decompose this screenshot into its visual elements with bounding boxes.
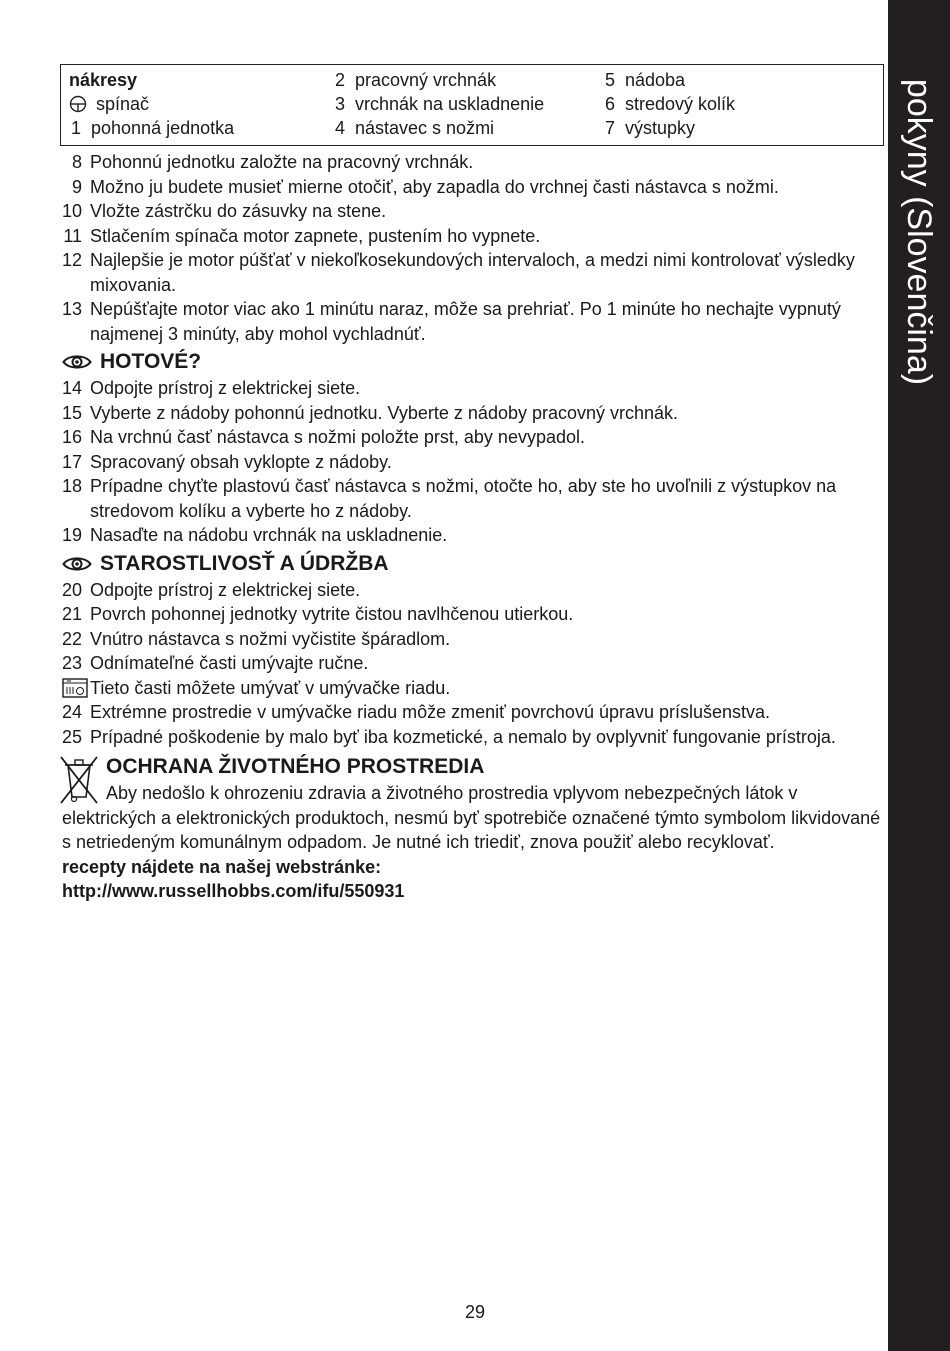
parts-item: [323, 68, 544, 92]
step-text: Odnímateľné časti umývajte ručne.: [90, 653, 369, 673]
step-number: 11: [63, 225, 82, 246]
step-number: 19: [62, 525, 83, 545]
parts-item-label: pracovný vrchnák: [355, 70, 497, 90]
step-text: Možno ju budete musieť mierne otočiť, aby zapadla do vrchnej časti nástavca s nožmi.: [90, 176, 779, 197]
step-item: [62, 175, 884, 200]
step-item: [62, 248, 884, 297]
dishwasher-note: [62, 676, 884, 701]
parts-item-number: 2: [334, 70, 345, 90]
step-text: Vyberte z nádoby pohonnú jednotku. Vyberte z nádoby pracovný vrchnák.: [90, 402, 679, 423]
step-number: 8: [71, 152, 82, 172]
parts-item-number: 3: [334, 94, 345, 114]
step-text: Spracovaný obsah vyklopte z nádoby.: [90, 451, 392, 472]
parts-item: [593, 68, 735, 92]
step-item: [62, 627, 884, 652]
parts-item-number: 6: [604, 94, 615, 114]
parts-item-label: nástavec s nožmi: [355, 118, 495, 138]
parts-item-number: 4: [334, 118, 345, 138]
step-text: Na vrchnú časť nástavca s nožmi položte prst, aby nevypadol.: [90, 427, 585, 447]
parts-item-number: 5: [604, 70, 615, 90]
parts-item-number: 1: [70, 118, 81, 138]
step-number: 10: [62, 201, 83, 221]
step-number: 21: [62, 604, 83, 624]
step-item: [62, 224, 884, 249]
parts-item-label: stredový kolík: [625, 94, 736, 114]
recipes-label: recepty nájdete na našej webstránke:: [62, 856, 382, 877]
section-heading-text: HOTOVÉ?: [100, 350, 202, 373]
parts-column-2: [323, 68, 544, 140]
dishwasher-note-text: Tieto časti môžete umývať v umývačke riadu.: [90, 677, 451, 698]
step-text: Stlačením spínača motor zapnete, pustením ho vypnete.: [90, 225, 541, 246]
eye-icon: [62, 555, 92, 573]
parts-item: [593, 116, 735, 140]
step-number: 12: [62, 250, 83, 270]
dishwasher-icon: [62, 678, 88, 698]
step-text: Odpojte prístroj z elektrickej siete.: [90, 378, 361, 398]
eye-icon: [62, 353, 92, 371]
step-text: Extrémne prostredie v umývačke riadu môže zmeniť povrchovú úpravu príslušenstva.: [90, 702, 771, 722]
step-number: 14: [62, 378, 83, 398]
step-text: Nasaďte na nádobu vrchnák na uskladnenie.: [90, 525, 448, 545]
step-number: 20: [62, 579, 83, 600]
recipes-url-link[interactable]: http://www.russellhobbs.com/ifu/550931: [62, 881, 405, 901]
step-number: 24: [62, 702, 83, 722]
step-item: [62, 199, 884, 224]
step-number: 17: [62, 451, 83, 472]
step-number: 9: [71, 176, 82, 197]
step-number: 18: [62, 476, 83, 496]
step-number: 25: [62, 726, 83, 747]
step-text: Odpojte prístroj z elektrickej siete.: [90, 579, 361, 600]
parts-item: [593, 92, 735, 116]
side-tab-title: pokyny (Slovenčina): [900, 78, 938, 386]
step-text: Nepúšťajte motor viac ako 1 minútu naraz, môže sa prehriať. Po 1 minúte ho nechajte vypnutý najmenej 3 minúty, aby mohol vychladnúť.: [90, 299, 841, 344]
step-item: [62, 150, 884, 175]
section-heading-text: STAROSTLIVOSŤ A ÚDRŽBA: [100, 551, 389, 575]
step-text: Prípadne chyťte plastovú časť nástavca s nožmi, otočte ho, aby ste ho uvoľnili z výstupkov na stredovom kolíku a vyberte ho z nádoby.: [90, 476, 837, 521]
step-item: [62, 578, 884, 603]
switch-icon: [69, 95, 87, 113]
section-heading-done: [62, 348, 884, 376]
step-item: [62, 425, 884, 450]
environment-text: Aby nedošlo k ohrozeniu zdravia a životného prostredia vplyvom nebezpečných látok v elektrických a elektronických produktoch, nesmú byť spotrebiče označené týmto symbolom likvidované s netriedeným komunálnym odpadom. Je nutné ich triediť, znova použiť alebo recyklovať.: [62, 783, 881, 852]
step-text: Najlepšie je motor púšťať v niekoľkosekundových intervaloch, a medzi nimi kontrolovať výsledky mixovania.: [90, 250, 855, 295]
parts-item-label: vrchnák na uskladnenie: [355, 94, 545, 114]
parts-title: nákresy: [69, 70, 138, 90]
parts-item: [69, 116, 234, 140]
step-text: Prípadné poškodenie by malo byť iba kozmetické, a nemalo by ovplyvniť fungovanie prístroja.: [90, 726, 836, 747]
step-item: [62, 602, 884, 627]
step-item: [62, 401, 884, 426]
parts-legend-box: [60, 64, 884, 146]
step-item: [62, 651, 884, 676]
step-text: Vnútro nástavca s nožmi vyčistite špáradlom.: [90, 628, 451, 649]
step-text: Vložte zástrčku do zásuvky na stene.: [90, 201, 387, 221]
step-text: Povrch pohonnej jednotky vytrite čistou navlhčenou utierkou.: [90, 604, 574, 624]
step-number: 13: [62, 299, 83, 319]
parts-item: [323, 116, 544, 140]
parts-item-label: nádoba: [625, 70, 686, 90]
parts-item-label: výstupky: [625, 118, 696, 138]
step-item: [62, 450, 884, 475]
parts-item: [323, 92, 544, 116]
parts-column-1: [69, 68, 234, 140]
instructions-content: [62, 150, 884, 904]
step-item: [62, 523, 884, 548]
step-item: [62, 700, 884, 725]
parts-item-label: pohonná jednotka: [91, 118, 235, 138]
step-text: Pohonnú jednotku založte na pracovný vrchnák.: [90, 152, 474, 172]
parts-column-3: [593, 68, 735, 140]
step-number: 15: [62, 402, 83, 423]
switch-label: spínač: [96, 94, 150, 114]
step-number: 16: [62, 427, 83, 447]
step-item: [62, 376, 884, 401]
environment-section: [62, 753, 884, 855]
crossed-bin-icon: [58, 753, 100, 805]
step-number: 22: [62, 628, 83, 649]
step-item: [62, 725, 884, 750]
step-item: [62, 297, 884, 346]
page-number: 29: [464, 1302, 486, 1322]
step-number: 23: [62, 653, 83, 673]
section-heading-environment: OCHRANA ŽIVOTNÉHO PROSTREDIA: [106, 755, 485, 778]
switch-legend-item: [69, 92, 234, 116]
parts-item-number: 7: [604, 118, 615, 138]
step-item: [62, 474, 884, 523]
section-heading-care: [62, 550, 884, 578]
